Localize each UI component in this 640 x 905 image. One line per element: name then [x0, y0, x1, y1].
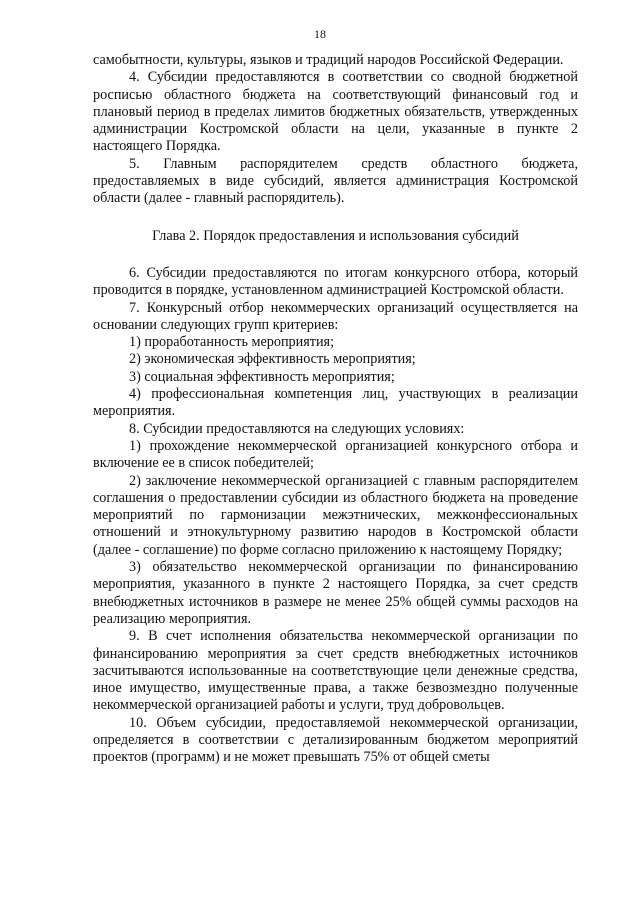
paragraphs-main	[93, 265, 578, 767]
paragraph: 1) прохождение некоммерческой организацией конкурсного отбора и включение ее в список победителей;	[93, 437, 578, 472]
paragraph: 8. Субсидии предоставляются на следующих условиях:	[129, 420, 465, 437]
page-number: 18	[314, 27, 326, 41]
paragraph: 3) обязательство некоммерческой организации по финансированию мероприятия, указанного в пункте 2 настоящего Порядка, за счет средств внебюджетных источников в размере не менее 25% общей суммы расходов на реализацию мероприятия.	[93, 559, 578, 627]
paragraph: 4. Субсидии предоставляются в соответствии со сводной бюджетной росписью областного бюджета на соответствующий финансовый год и плановый период в пределах лимитов бюджетных обязательств, утвержденных администрации Костромской области на цели, указанные в пункте 2 настоящего Порядка.	[93, 69, 578, 155]
paragraph: 5. Главным распорядителем средств областного бюджета, предоставляемых в виде субсидий, является администрация Костромской области (далее - главный распорядитель).	[93, 155, 578, 207]
paragraphs-top	[93, 52, 578, 208]
paragraph: 10. Объем субсидии, предоставляемой некоммерческой организации, определяется в соответствии с детализированным бюджетом мероприятий проектов (программ) и не может превышать 75% от общей сметы	[93, 714, 578, 766]
paragraph: 2) заключение некоммерческой организацией с главным распорядителем соглашения о предоставлении субсидии из областного бюджета на проведение мероприятий по гармонизации межэтнических, межконфессиональных отношений и этнокультурному развитию народов в Костромской области (далее - соглашение) по форме согласно приложению к настоящему Порядку;	[93, 472, 578, 558]
paragraph: самобытности, культуры, языков и традиций народов Российской Федерации.	[93, 52, 564, 68]
paragraph: 2) экономическая эффективность мероприятия;	[129, 351, 416, 368]
paragraph: 6. Субсидии предоставляются по итогам конкурсного отбора, который проводится в порядке, установленном администрацией Костромской области.	[93, 264, 578, 299]
paragraph: 9. В счет исполнения обязательства некоммерческой организации по финансированию мероприятия за счет средств внебюджетных источников засчитываются использованные на соответствующие цели денежные средства, иное имущество, имущественные права, а также безвозмездно полученные некоммерческой организацией работы и услуги, труд добровольцев.	[93, 628, 578, 714]
paragraph: 1) проработанность мероприятия;	[129, 334, 335, 351]
chapter-heading: Глава 2. Порядок предоставления и использования субсидий	[152, 227, 519, 244]
document-body	[93, 52, 578, 767]
paragraph: 4) профессиональная компетенция лиц, участвующих в реализации мероприятия.	[93, 386, 578, 420]
paragraph: 7. Конкурсный отбор некоммерческих организаций осуществляется на основании следующих групп критериев:	[93, 299, 578, 333]
paragraph: 3) социальная эффективность мероприятия;	[129, 368, 395, 385]
